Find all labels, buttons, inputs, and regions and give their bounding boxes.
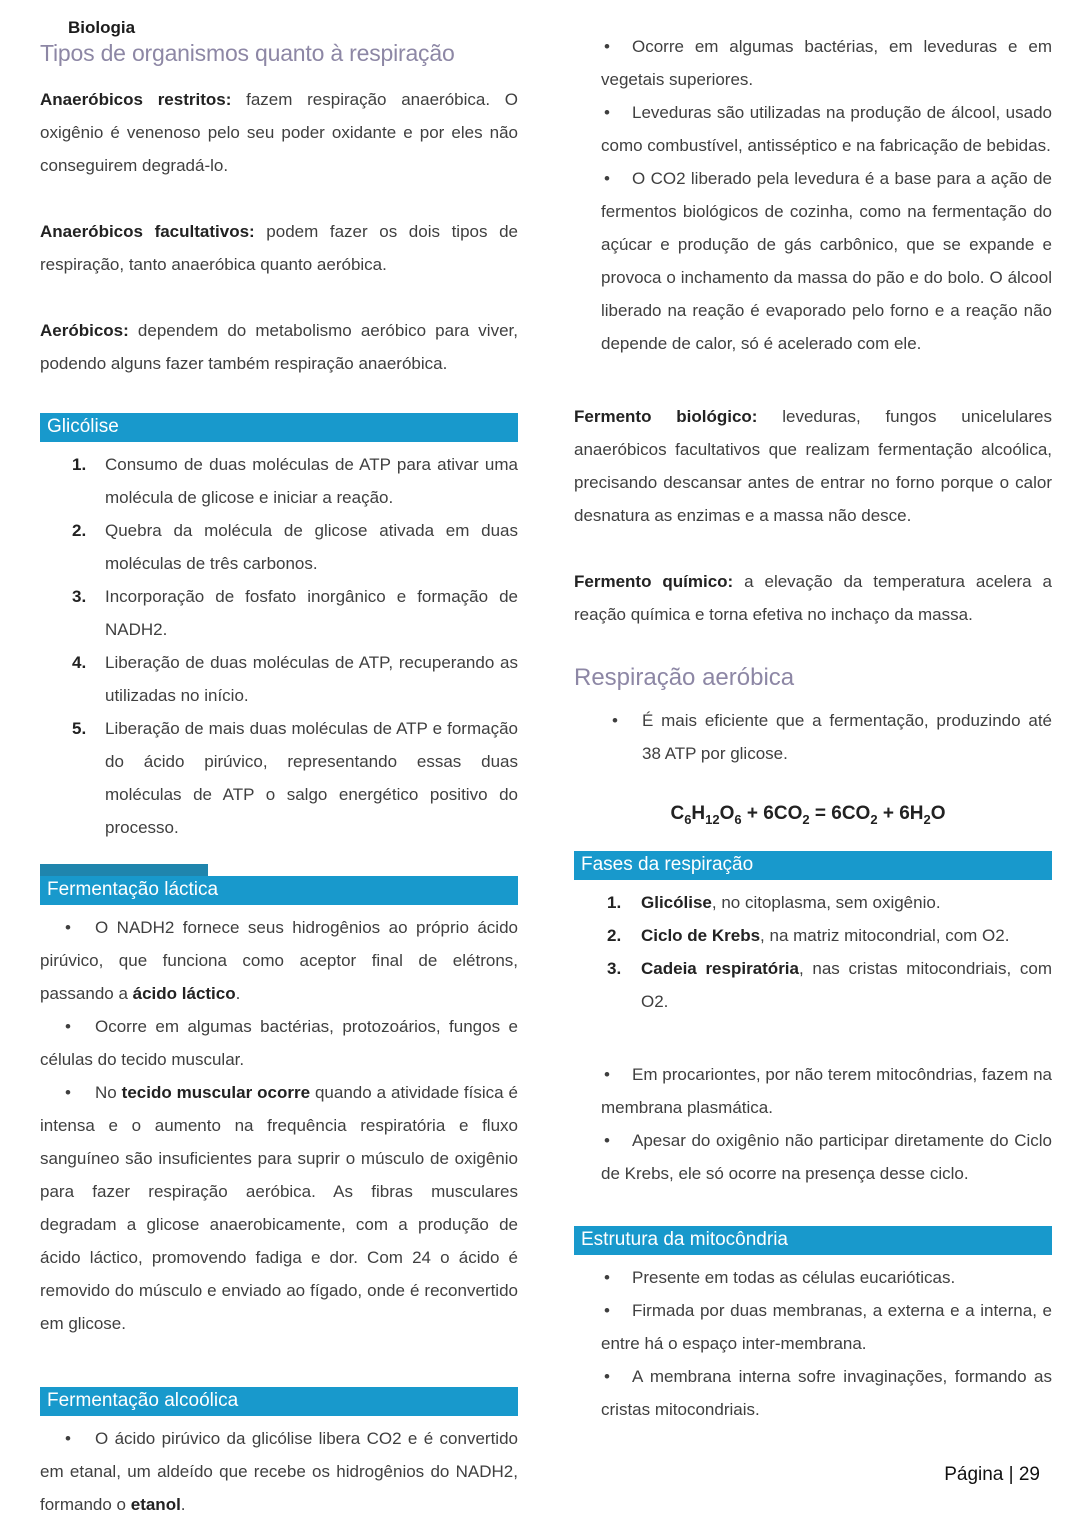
list-number: 1. <box>607 892 622 912</box>
bullet-text: É mais eficiente que a fermentação, produzindo até 38 ATP por glicose. <box>642 711 1052 763</box>
list-item-text: Ciclo de Krebs, na matriz mitocondrial, com O2. <box>641 925 1010 945</box>
bullet-item <box>601 1294 1052 1360</box>
list-item-text: Liberação de duas moléculas de ATP, recuperando as utilizadas no início. <box>105 653 518 705</box>
bullet-text: Em procariontes, por não terem mitocôndrias, fazem na membrana plasmática. <box>601 1064 1052 1117</box>
list-number: 2. <box>607 925 622 945</box>
section-title-respiracao-aerobica: Respiração aeróbica <box>574 664 795 691</box>
bullet-text: Ocorre em algumas bactérias, protozoários, fungos e células do tecido muscular. <box>40 1017 518 1069</box>
list-item <box>574 952 1052 1018</box>
bullet-icon: • <box>604 1130 610 1150</box>
bullet-text: Firmada por duas membranas, a externa e a interna, e entre há o espaço inter-membrana. <box>601 1300 1052 1353</box>
bullet-text: Presente em todas as células eucarióticas. <box>632 1267 956 1287</box>
bullet-icon: • <box>65 1083 71 1102</box>
paragraph-fermento-biologico: Fermento biológico: leveduras, fungos unicelulares anaeróbicos facultativos que realizam fermentação alcoólica, precisando descansar antes de entrar no forno porque o calor desnatura as enzimas e a massa não desce. <box>574 407 1052 525</box>
bullet-item <box>601 162 1052 360</box>
bullet-item <box>40 911 518 1010</box>
list-item-text: Cadeia respiratória, nas cristas mitocondriais, com O2. <box>641 958 1052 1011</box>
list-item-text: Glicólise, no citoplasma, sem oxigênio. <box>641 892 941 912</box>
bullet-icon: • <box>604 1366 610 1386</box>
bullet-text: Apesar do oxigênio não participar diretamente do Ciclo de Krebs, ele só ocorre na presença desse ciclo. <box>601 1130 1052 1183</box>
bullet-item <box>612 704 1052 770</box>
list-number: 5. <box>72 719 87 738</box>
bullet-icon: • <box>604 103 610 122</box>
list-item-text: Incorporação de fosfato inorgânico e formação de NADH2. <box>105 587 518 639</box>
bullet-item <box>601 1124 1052 1190</box>
bullet-item <box>601 1261 1052 1294</box>
section-header-glicolise: Glicólise <box>40 413 518 442</box>
list-number: 3. <box>607 958 622 978</box>
course-label: Biologia <box>68 18 136 37</box>
bullet-text: O CO2 liberado pela levedura é a base para a ação de fermentos biológicos de cozinha, como na fermentação do açúcar e produção de gás carbônico, que se expande e provoca o inchamento da massa do pão e do bolo. O álcool liberado na reação é evaporado pelo forno e a reação não depende de calor, só é acelerado com ele. <box>601 169 1052 353</box>
bullet-text: Ocorre em algumas bactérias, em leveduras e em vegetais superiores. <box>601 37 1052 89</box>
bullet-icon: • <box>604 1267 610 1287</box>
list-item-text: Consumo de duas moléculas de ATP para ativar uma molécula de glicose e iniciar a reação. <box>105 455 518 507</box>
paragraph-fermento-quimico: Fermento químico: a elevação da temperatura acelera a reação química e torna efetiva no inchaço da massa. <box>574 572 1052 624</box>
bullet-icon: • <box>604 169 610 188</box>
list-item <box>40 448 518 514</box>
bullet-text: O ácido pirúvico da glicólise libera CO2 e é convertido em etanal, um aldeído que recebe os hidrogênios do NADH2, formando o etanol. <box>40 1429 518 1514</box>
bullet-icon: • <box>65 1017 71 1036</box>
bullet-text: O NADH2 fornece seus hidrogênios ao próprio ácido pirúvico, que funciona como aceptor final de elétrons, passando a ácido láctico. <box>40 918 518 1003</box>
bullet-item <box>601 1360 1052 1426</box>
list-item <box>40 514 518 580</box>
bullet-item <box>601 1058 1052 1124</box>
list-item-text: Quebra da molécula de glicose ativada em duas moléculas de três carbonos. <box>105 521 518 573</box>
paragraph-aerobicos: Aeróbicos: dependem do metabolismo aeróbico para viver, podendo alguns fazer também respiração anaeróbica. <box>40 321 518 373</box>
list-number: 4. <box>72 653 87 672</box>
list-number: 3. <box>72 587 87 606</box>
page-title: Tipos de organismos quanto à respiração <box>40 40 455 66</box>
list-item <box>40 580 518 646</box>
left-column <box>40 18 518 1521</box>
chemical-equation: $C_6H_{12}O_6 + 6CO_2 = 6CO_2 + 6H_2O$ <box>670 803 946 827</box>
bullet-item <box>601 96 1052 162</box>
section-header-fases-da-respiracao: Fases da respiração <box>574 851 1052 880</box>
section-header-estrutura-da-mitocondria: Estrutura da mitocôndria <box>574 1226 1052 1255</box>
list-item <box>574 886 1052 919</box>
right-column <box>574 18 1052 1521</box>
bullet-item <box>40 1076 518 1340</box>
page-number: Página | 29 <box>944 1464 1040 1485</box>
bullet-icon: • <box>604 1064 610 1084</box>
list-item <box>574 919 1052 952</box>
paragraph-anaerobicos-facultativos: Anaeróbicos facultativos: podem fazer os dois tipos de respiração, tanto anaeróbica quanto aeróbica. <box>40 222 518 274</box>
bullet-icon: • <box>65 1429 71 1448</box>
bullet-icon: • <box>604 37 610 56</box>
paragraph-anaerobicos-restritos: Anaeróbicos restritos: fazem respiração anaeróbica. O oxigênio é venenoso pelo seu poder oxidante e por eles não conseguirem degradá-lo. <box>40 90 519 175</box>
section-header-fermentacao-alcoolica: Fermentação alcoólica <box>40 1387 518 1416</box>
bullet-text: A membrana interna sofre invaginações, formando as cristas mitocondriais. <box>601 1366 1052 1419</box>
list-number: 2. <box>72 521 87 540</box>
header-tab-decoration <box>40 864 208 876</box>
bullet-item <box>40 1010 518 1076</box>
bullet-item <box>601 30 1052 96</box>
bullet-icon: • <box>65 918 71 937</box>
list-item <box>40 712 518 844</box>
list-item <box>40 646 518 712</box>
section-header-fermentacao-lactica: Fermentação láctica <box>40 876 518 905</box>
bullet-icon: • <box>612 711 618 730</box>
bullet-text: Leveduras são utilizadas na produção de álcool, usado como combustível, antisséptico e na fabricação de bebidas. <box>601 103 1052 155</box>
bullet-text: No tecido muscular ocorre quando a atividade física é intensa e o aumento na frequência respiratória e fluxo sanguíneo são insuficientes para suprir o músculo de oxigênio para fazer respiração aeróbica. As fibras musculares degradam a glicose anaerobicamente, com a produção de ácido láctico, promovendo fadiga e dor. Com 24 o ácido é removido do músculo e enviado ao fígado, onde é reconvertido em glicose. <box>40 1083 518 1333</box>
list-number: 1. <box>72 455 87 474</box>
list-item-text: Liberação de mais duas moléculas de ATP e formação do ácido pirúvico, representando essas duas moléculas de ATP o salgo energético positivo do processo. <box>105 719 518 837</box>
bullet-item <box>40 1422 518 1521</box>
bullet-icon: • <box>604 1300 610 1320</box>
